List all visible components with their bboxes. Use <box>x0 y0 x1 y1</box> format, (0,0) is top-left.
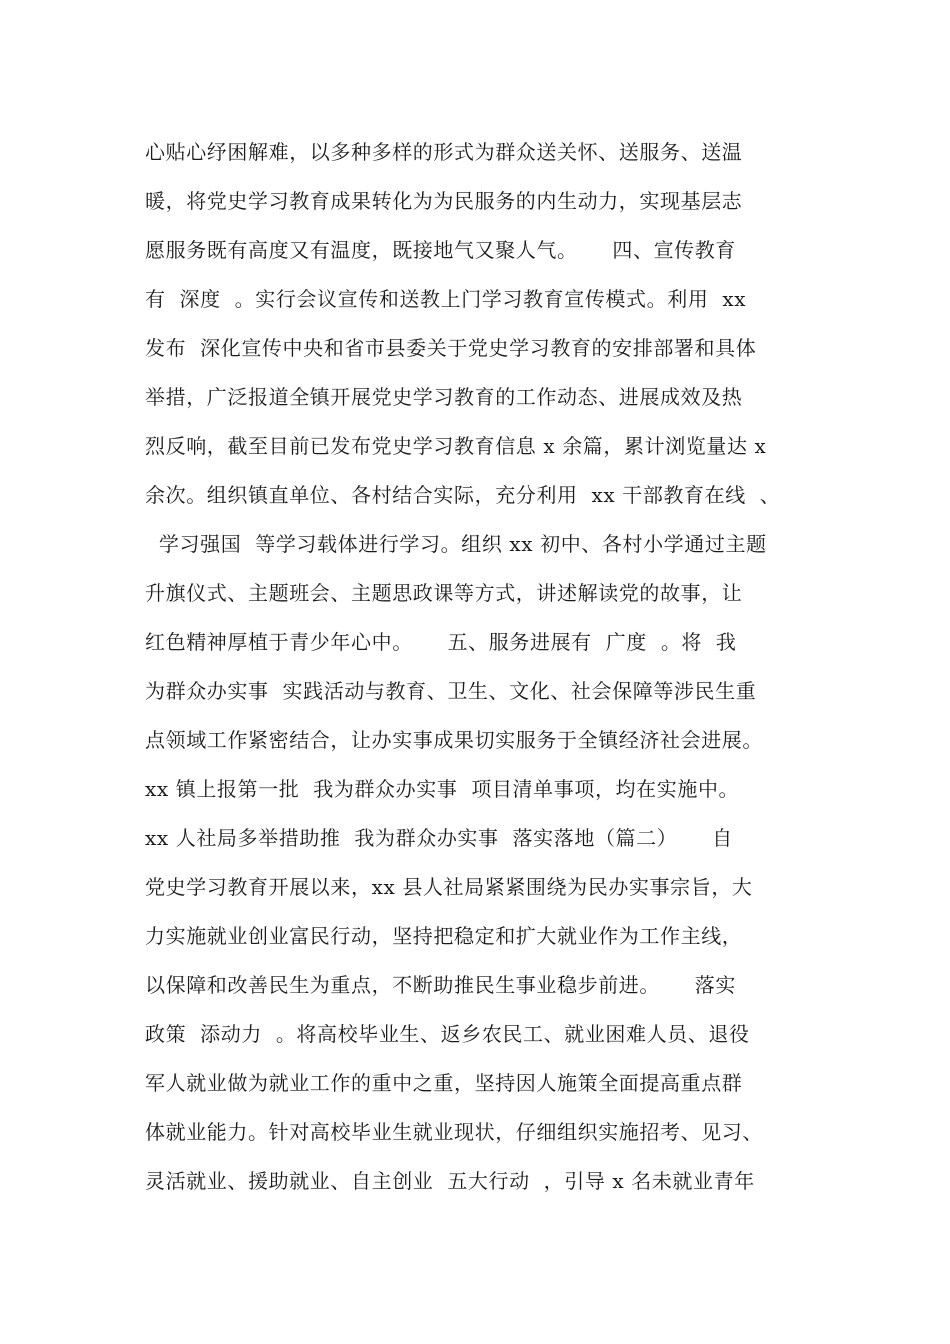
text-line: 暖，将党史学习教育成果转化为为民服务的内生动力，实现基层志 <box>145 189 743 213</box>
text-line: 发布 深化宣传中央和省市县委关于党史学习教育的安排部署和具体 <box>145 336 757 360</box>
text-line: 党史学习教育开展以来，xx 县人社局紧紧围绕为民办实事宗旨，大 <box>145 875 753 899</box>
text-line: 举措，广泛报道全镇开展党史学习教育的工作动态、进展成效及热 <box>145 385 743 409</box>
text-line: 心贴心纾困解难，以多种多样的形式为群众送关怀、送服务、送温 <box>145 140 743 164</box>
text-line: 升旗仪式、主题班会、主题思政课等方式，讲述解读党的故事，让 <box>145 581 743 605</box>
text-line: 体就业能力。针对高校毕业生就业现状，仔细组织实施招考、见习、 <box>145 1120 763 1144</box>
text-line: 烈反响，截至目前已发布党史学习教育信息 x 余篇，累计浏览量达 x <box>145 434 767 458</box>
text-line: 政策 添动力 。将高校毕业生、返乡农民工、就业困难人员、退役 <box>145 1022 750 1046</box>
document-body <box>145 128 835 1206</box>
text-line: 余次。组织镇直单位、各村结合实际，充分利用 xx 干部教育在线 、 <box>145 483 781 507</box>
text-line: xx 人社局多举措助推 我为群众办实事 落实落地（篇二） 自 <box>145 826 733 850</box>
text-line: 以保障和改善民生为重点，不断助推民生事业稳步前进。 落实 <box>145 973 736 997</box>
text-line: 愿服务既有高度又有温度，既接地气又聚人气。 四、宣传教育 <box>145 238 736 262</box>
text-line: 红色精神厚植于青少年心中。 五、服务进展有 广度 。将 我 <box>145 630 737 654</box>
text-line: 力实施就业创业富民行动，坚持把稳定和扩大就业作为工作主线， <box>145 924 743 948</box>
text-line: 军人就业做为就业工作的重中之重，坚持因人施策全面提高重点群 <box>145 1071 743 1095</box>
text-line: 学习强国 等学习载体进行学习。组织 xx 初中、各村小学通过主题 <box>145 532 767 556</box>
text-line: 有 深度 。实行会议宣传和送教上门学习教育宣传模式。利用 xx <box>145 287 747 311</box>
text-line: 灵活就业、援助就业、自主创业 五大行动 ，引导 x 名未就业青年 <box>145 1169 755 1193</box>
text-line: 为群众办实事 实践活动与教育、卫生、文化、社会保障等涉民生重 <box>145 679 757 703</box>
text-line: xx 镇上报第一批 我为群众办实事 项目清单事项，均在实施中。 <box>145 777 740 801</box>
text-line: 点领域工作紧密结合，让办实事成果切实服务于全镇经济社会进展。 <box>145 728 763 752</box>
